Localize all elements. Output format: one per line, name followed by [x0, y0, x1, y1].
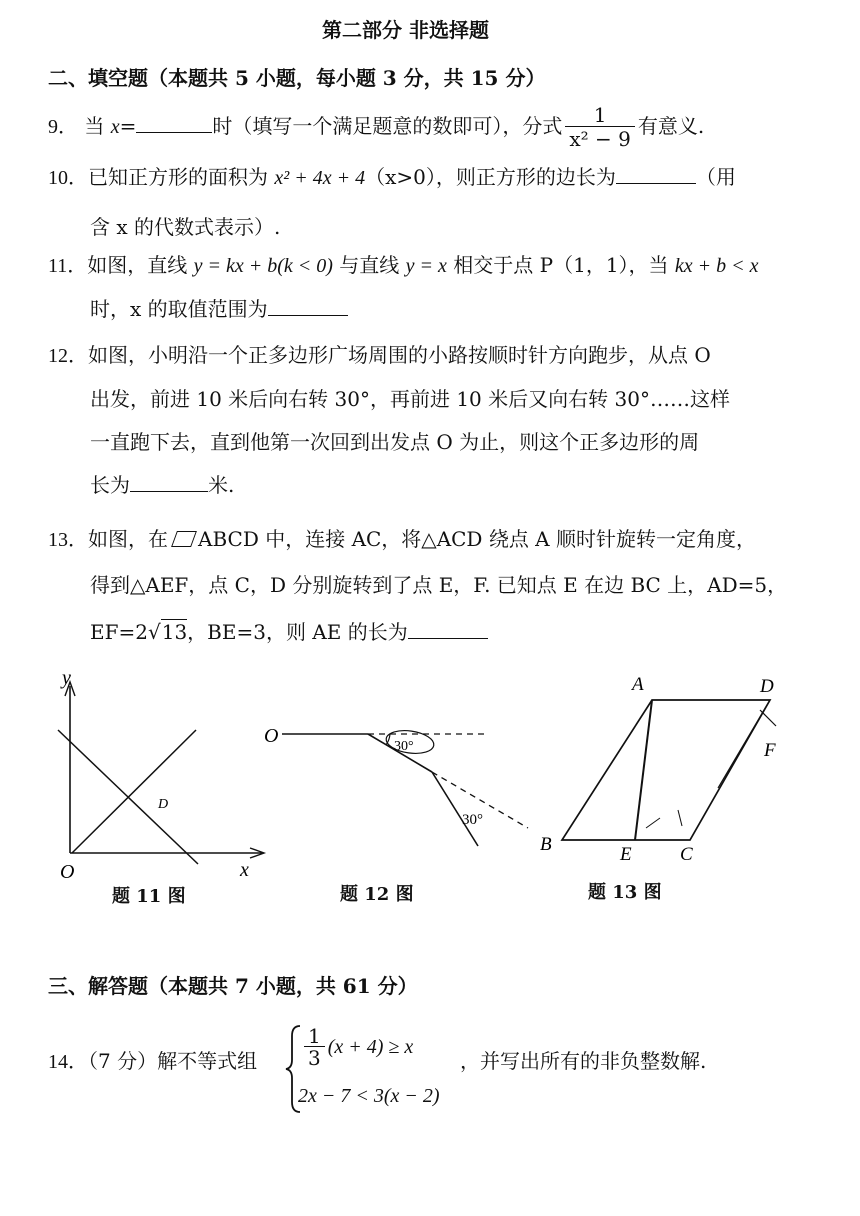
question-12-number: 12． — [48, 345, 88, 367]
question-13-line-3 — [90, 617, 488, 647]
question-12-line-4 — [90, 470, 234, 500]
question-12-line-1 — [48, 340, 711, 371]
question-11-line-1 — [48, 250, 759, 281]
question-10-number: 10． — [48, 167, 88, 189]
question-11-text-2: 与直线 — [332, 253, 406, 277]
inequality-1-fraction — [304, 1026, 325, 1069]
section-3-title: 三、解答题（本题共 7 小题，共 61 分） — [48, 974, 418, 998]
question-9-fraction — [565, 104, 635, 151]
figure-13-parallelogram — [562, 700, 770, 840]
figure-12-caption: 题 12 图 — [340, 884, 414, 905]
question-13-line-1 — [48, 524, 756, 555]
figure-13-label-f: F — [764, 740, 776, 761]
figure-13-label-c: C — [680, 844, 693, 865]
figure-11-line-y-equals-x — [72, 730, 196, 853]
inequality-1 — [304, 1026, 413, 1069]
figure-11-label-y: y — [62, 668, 71, 689]
figure-13-caption: 题 13 图 — [588, 882, 662, 903]
question-12-text-5: 米. — [208, 473, 235, 497]
question-10-text-3: （用 — [695, 165, 736, 189]
question-11-line-2 — [90, 294, 348, 324]
figure-12 — [250, 712, 540, 862]
figure-12-angle-1: 30° — [394, 739, 414, 754]
figure-13-label-a: A — [632, 674, 644, 695]
question-10-line-2: 含 x 的代数式表示）. — [90, 215, 281, 239]
question-12-text-1: 如图，小明沿一个正多边形广场周围的小路按顺时针方向跑步，从点 O — [88, 343, 711, 367]
question-9-text-1: 当 — [84, 114, 111, 138]
question-9-var: x — [110, 116, 120, 138]
question-12-blank[interactable] — [130, 471, 208, 492]
question-11-expression-1: y = kx + b(k < 0) — [193, 255, 333, 277]
inequality-1-fraction-numerator: 1 — [304, 1026, 325, 1047]
figure-13-tick-2 — [678, 810, 682, 826]
question-13-text-4: ，BE=3，则 AE 的长为 — [187, 620, 408, 644]
figure-12-angle-2: 30° — [462, 812, 483, 828]
question-11-expression-3: kx + b < x — [674, 255, 759, 277]
figure-11-caption: 题 11 图 — [112, 886, 186, 907]
sqrt-icon: √ — [147, 620, 161, 644]
figure-12-third-segment — [432, 772, 478, 846]
question-10-line-1 — [48, 162, 736, 193]
question-13-text-2: ABCD 中，连接 AC，将△ACD 绕点 A 顺时针旋转一定角度， — [198, 527, 756, 551]
figure-13-mark-f — [760, 710, 776, 726]
inequality-2-expression: 2x − 7 < 3(x − 2) — [298, 1085, 440, 1107]
question-10-expression: x² + 4x + 4 — [274, 167, 366, 189]
question-13-radicand: 13 — [161, 620, 188, 644]
question-10-text-1: 已知正方形的面积为 — [88, 165, 275, 189]
question-13-blank[interactable] — [408, 618, 488, 639]
question-9-fraction-denominator: x² − 9 — [569, 127, 631, 151]
inequality-2 — [298, 1080, 440, 1111]
question-13-line-2: 得到△AEF，点 C，D 分别旋转到了点 E，F. 已知点 E 在边 BC 上，AD=5， — [90, 573, 788, 597]
figure-13-label-d: D — [760, 676, 774, 697]
question-14-number: 14． — [48, 1051, 88, 1073]
figure-13-label-b: B — [540, 834, 552, 855]
question-9-blank[interactable] — [136, 112, 212, 133]
question-12-text-4: 长为 — [90, 473, 130, 497]
figure-12-label-o: O — [264, 725, 279, 747]
section-2-title: 二、填空题（本题共 5 小题，每小题 3 分，共 15 分） — [48, 66, 546, 90]
question-10-blank[interactable] — [616, 163, 696, 184]
figure-11 — [40, 668, 280, 888]
figure-11-line-kx-plus-b — [58, 730, 198, 864]
question-11-number: 11． — [48, 255, 88, 277]
question-12-line-3: 一直跑下去，直到他第一次回到出发点 O 为止，则这个正多边形的周 — [90, 430, 700, 454]
question-9-text-2: = — [119, 114, 137, 138]
question-13-text-3: EF=2 — [90, 620, 148, 644]
question-10-text-2: （x>0），则正方形的边长为 — [365, 165, 616, 189]
question-14-tail: ，并写出所有的非负整数解. — [460, 1049, 707, 1073]
question-9-number: 9． — [48, 116, 78, 138]
question-13-text-1: 如图，在 — [88, 527, 168, 551]
question-11-text-4: 时，x 的取值范围为 — [90, 297, 268, 321]
question-11-blank[interactable] — [268, 295, 348, 316]
figure-13-tick-1 — [646, 818, 660, 828]
question-11-text-3: 相交于点 P（1，1），当 — [446, 253, 675, 277]
parallelogram-symbol-icon — [171, 531, 197, 547]
question-9-fraction-numerator: 1 — [565, 104, 635, 127]
figure-13 — [528, 668, 798, 873]
question-14-lead — [48, 1046, 257, 1077]
question-12-line-2: 出发，前进 10 米后向右转 30°，再前进 10 米后又向右转 30°……这样 — [90, 387, 730, 411]
inequality-1-fraction-denominator: 3 — [308, 1046, 321, 1070]
inequality-1-expression: (x + 4) ≥ x — [327, 1036, 414, 1058]
figure-13-label-e: E — [620, 844, 632, 865]
question-14-text-1: （7 分）解不等式组 — [88, 1049, 258, 1073]
question-9 — [48, 104, 704, 151]
figure-13-segment-df — [718, 700, 770, 788]
figure-11-label-d: D — [158, 797, 169, 812]
figure-11-label-o: O — [60, 861, 75, 883]
question-11-expression-2: y = x — [405, 255, 447, 277]
question-13-number: 13． — [48, 529, 88, 551]
figure-11-label-x: x — [240, 859, 249, 881]
part-title: 第二部分 非选择题 — [322, 18, 489, 42]
question-11-text-1: 如图，直线 — [87, 253, 194, 277]
question-9-text-4: 有意义. — [637, 114, 705, 138]
question-9-text-3: 时（填写一个满足题意的数即可），分式 — [212, 114, 563, 138]
